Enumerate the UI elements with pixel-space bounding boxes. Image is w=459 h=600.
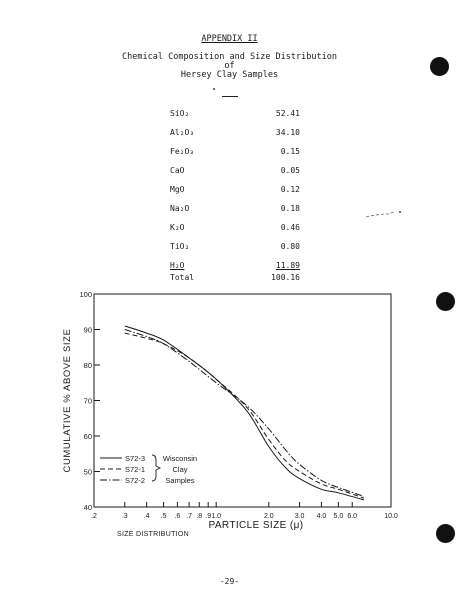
value-cell: 52.41 — [275, 109, 300, 118]
legend-label-s72-3: S72-3 — [125, 454, 146, 463]
total-value: 100.16 — [271, 273, 300, 282]
y-tick-label: 70 — [83, 396, 92, 406]
x-tick-label: .3 — [121, 513, 128, 520]
y-tick-label: 90 — [83, 325, 92, 335]
page-number: -29- — [219, 577, 240, 586]
legend-group-label: Samples — [165, 476, 195, 485]
formula-cell: CaO — [170, 166, 185, 175]
value-cell: 0.15 — [280, 147, 300, 156]
total-label: Total — [170, 273, 195, 282]
value-cell: 34.10 — [275, 128, 300, 137]
y-axis-label: CUMULATIVE % ABOVE SIZE — [62, 328, 73, 473]
formula-cell: Al₂O₃ — [170, 128, 195, 137]
series-line-s72-1 — [125, 333, 364, 498]
document-title-line-2: of — [224, 61, 235, 71]
value-cell: 0.18 — [280, 204, 300, 213]
x-tick-label: 2.0 — [263, 513, 274, 520]
value-cell: 0.05 — [280, 166, 300, 175]
chart-caption: SIZE DISTRIBUTION — [117, 531, 189, 538]
x-tick-label: 1.0 — [211, 513, 222, 520]
appendix-heading: APPENDIX II — [201, 34, 258, 44]
x-tick-label: 4.0 — [316, 513, 327, 520]
x-tick-label: 3.0 — [294, 513, 305, 520]
y-tick-label: 60 — [83, 432, 92, 441]
legend-group-label: Clay — [172, 465, 188, 474]
formula-cell: Na₂O — [170, 204, 190, 213]
legend-group-label: Wisconsin — [162, 454, 198, 463]
x-tick-label: .7 — [186, 513, 193, 520]
y-tick-label: 100 — [79, 290, 92, 299]
value-cell: 11.89 — [275, 261, 300, 270]
y-tick-label: 80 — [83, 361, 92, 370]
value-cell: 0.46 — [280, 223, 300, 232]
x-tick-label: .9 — [205, 513, 212, 520]
y-tick-label: 50 — [83, 467, 92, 477]
formula-cell: Fe₂O₃ — [170, 147, 195, 156]
x-tick-label: 5.0 — [333, 513, 344, 520]
x-tick-label: .4 — [143, 513, 150, 520]
x-tick-label: .5 — [160, 513, 167, 520]
value-cell: 0.80 — [280, 242, 300, 251]
formula-cell: K₂O — [170, 223, 185, 232]
legend-label-s72-1: S72-1 — [125, 465, 146, 474]
series-line-s72-3 — [125, 326, 364, 500]
legend-label-s72-2: S72-2 — [125, 476, 146, 485]
value-cell: 0.12 — [280, 185, 300, 194]
x-axis-label: PARTICLE SIZE (μ) — [208, 520, 304, 531]
x-tick-label: 6.0 — [347, 513, 358, 520]
formula-cell: TiO₂ — [170, 242, 190, 251]
x-tick-label: .6 — [174, 513, 181, 520]
formula-cell: H₂O — [170, 261, 185, 270]
formula-cell: MgO — [170, 185, 185, 194]
formula-cell: SiO₂ — [170, 109, 190, 118]
legend-brace — [152, 455, 160, 481]
document-title-line-1: Chemical Composition and Size Distribution — [122, 52, 337, 62]
series-line-s72-2 — [125, 330, 364, 497]
document-title-line-3: Hersey Clay Samples — [180, 70, 279, 80]
y-tick-label: 40 — [83, 503, 92, 512]
x-tick-label: .8 — [196, 513, 203, 520]
x-tick-label: 10.0 — [384, 513, 398, 520]
x-tick-label: .2 — [91, 513, 97, 520]
